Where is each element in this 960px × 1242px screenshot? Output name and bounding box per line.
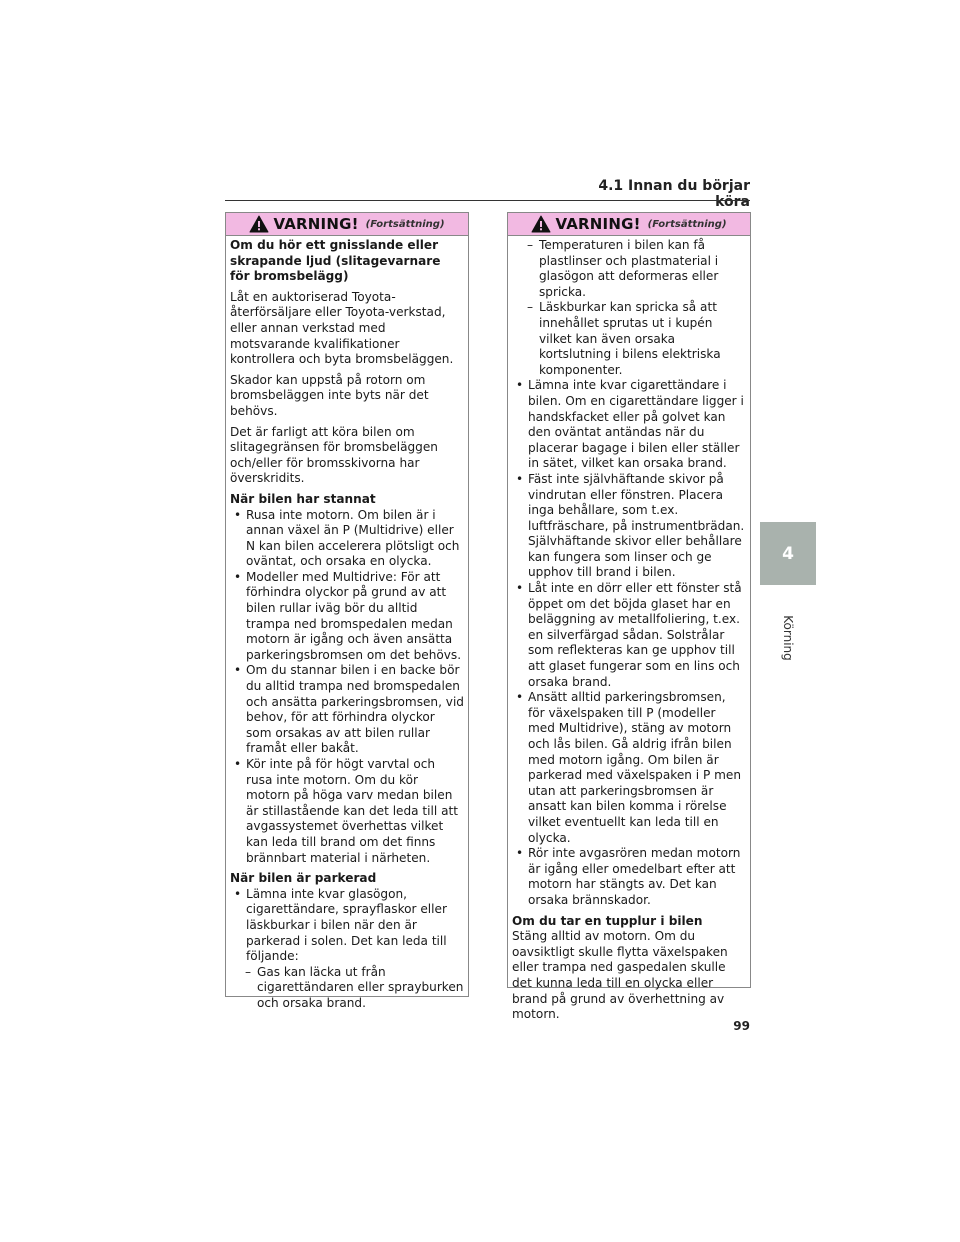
sub-list-item: – Gas kan läcka ut från cigarettändaren eller sprayburken och orsaka brand. <box>230 965 464 1012</box>
chapter-tab <box>760 522 816 585</box>
heading-nap: Om du tar en tupplur i bilen <box>512 913 703 928</box>
warning-title: VARNING! <box>555 215 641 233</box>
list-item: • Modeller med Multidrive: För att förhindra olyckor på grund av att bilen rullar iväg bör du alltid trampa ned bromspedalen medan motorn är igång och även ansätta parkeringsbromsen om det behövs. <box>230 570 464 664</box>
list-item: • Rör inte avgasrören medan motorn är igång eller omedelbart efter att motorn har stängts av. Det kan orsaka brännskador. <box>512 846 746 908</box>
heading-parked: När bilen är parkerad <box>230 871 377 886</box>
warning-box-right <box>507 212 751 1022</box>
warning-triangle-icon <box>249 215 269 233</box>
list-item: • Kör inte på för högt varvtal och rusa inte motorn. Om du kör motorn på höga varv medan bilen är stillastående kan det leda till att avgassystemet överhettas vilket kan leda till brand om det finns brännbart material i närheten. <box>230 757 464 866</box>
sub-list-item: – Temperaturen i bilen kan få plastlinser och plastmaterial i glasögon att deformeras eller spricka. <box>512 238 746 300</box>
page-number: 99 <box>733 1019 750 1033</box>
warning-box-left <box>225 212 469 1010</box>
list-item: • Låt inte en dörr eller ett fönster stå öppet om det böjda glaset har en beläggning av metallfoliering, t.ex. en silverfärgad sådan. Solstrålar som reflekteras kan ge upphov till att glaset fungerar som en lins och orsaka brand. <box>512 581 746 690</box>
warning-body-right <box>508 236 750 1023</box>
paragraph: Skador kan uppstå på rotorn om bromsbeläggen inte byts när det behövs. <box>230 372 429 418</box>
paragraph: Låt en auktoriserad Toyota-återförsäljare eller Toyota-verkstad, eller annan verkstad med motsvarande kvalifikationer kontrollera och byta bromsbeläggen. <box>230 289 454 367</box>
list-item: • Lämna inte kvar glasögon, cigarettändare, sprayflaskor eller läskburkar i bilen när den är parkerad i solen. Det kan leda till följande: <box>230 887 464 965</box>
paragraph: Stäng alltid av motorn. Om du oavsiktligt skulle flytta växelspaken eller trampa ned gaspedalen skulle det kunna leda till en olycka eller brand på grund av överhettning av motorn. <box>512 929 728 1022</box>
list-item: • Ansätt alltid parkeringsbromsen, för växelspaken till P (modeller med Multidrive), stäng av motorn och lås bilen. Gå aldrig ifrån bilen med motorn igång. Om bilen är parkerad med växelspaken i P men utan att parkeringsbromsen är ansatt kan bilen komma i rörelse vilket eventuellt kan leda till en olycka. <box>512 690 746 846</box>
paragraph: Det är farligt att köra bilen om slitagegränsen för bromsbeläggen och/eller för bromsskivorna har överskridits. <box>230 424 438 486</box>
header-divider <box>225 200 750 201</box>
warning-continued: (Fortsättning) <box>365 218 445 230</box>
list-item: • Lämna inte kvar cigarettändare i bilen. Om en cigarettändare ligger i handskfacket eller på golvet kan den oväntat antändas när du placerar bagage i bilen eller ställer in sätet, vilket kan orsaka brand. <box>512 378 746 472</box>
chapter-label: Körning <box>781 615 795 661</box>
warning-triangle-icon <box>531 215 551 233</box>
heading-stopped: När bilen har stannat <box>230 491 376 506</box>
warning-continued: (Fortsättning) <box>647 218 727 230</box>
warning-header <box>508 213 750 236</box>
list-item: • Om du stannar bilen i en backe bör du alltid trampa ned bromspedalen och ansätta parkeringsbromsen, vid behov, för att förhindra olyckor som orsakas av att bilen rullar framåt eller bakåt. <box>230 663 464 757</box>
heading-brake-noise: Om du hör ett gnisslande eller skrapande ljud (slitagevarnare för bromsbelägg) <box>230 238 441 284</box>
sub-list-item: – Läskburkar kan spricka så att innehållet sprutas ut i kupén vilket kan även orsaka kortslutning i bilens elektriska komponenter. <box>512 300 746 378</box>
list-item: • Fäst inte självhäftande skivor på vindrutan eller fönstren. Placera inga behållare, som t.ex. luftfräschare, på instrumentbrädan. Självhäftande skivor eller behållare kan fungera som linser och ge upphov till brand i bilen. <box>512 472 746 581</box>
chapter-number: 4 <box>782 543 794 564</box>
warning-body-left <box>226 236 468 1012</box>
section-title: 4.1 Innan du börjar köra <box>598 178 750 210</box>
warning-title: VARNING! <box>273 215 359 233</box>
warning-header <box>226 213 468 236</box>
list-item: • Rusa inte motorn. Om bilen är i annan växel än P (Multidrive) eller N kan bilen accelerera plötsligt och oväntat, och orsaka en olycka. <box>230 508 464 570</box>
